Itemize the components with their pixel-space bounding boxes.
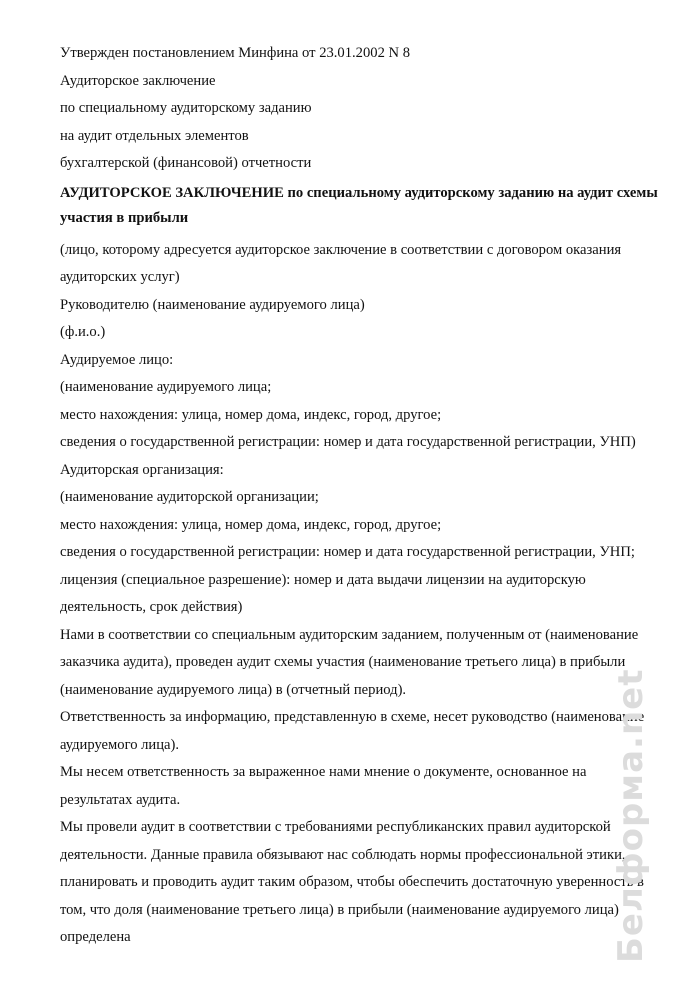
watermark-logo: Белформа.net [611, 668, 651, 963]
audited-entity-location: место нахождения: улица, номер дома, индекс, город, другое; [60, 406, 442, 423]
body-paragraph: Ответственность за информацию, представленную в схеме, несет руководство (наименование аудируемого лица). [60, 709, 645, 753]
audit-firm-location: место нахождения: улица, номер дома, индекс, город, другое; [60, 516, 442, 533]
document-title-rest: по специальному аудиторскому заданию на аудит схемы участия в прибыли [60, 184, 658, 226]
form-name-line: Аудиторское заключение [60, 72, 216, 89]
audit-firm-registration: сведения о государственной регистрации: номер и дата государственной регистрации, УНП; [60, 544, 635, 560]
document-title-main: АУДИТОРСКОЕ ЗАКЛЮЧЕНИЕ [60, 184, 284, 201]
addressee-note: (лицо, которому адресуется аудиторское заключение в соответствии с договором оказания аудиторских услуг) [60, 241, 622, 285]
body-paragraph: Нами в соответствии со специальным аудиторским заданием, полученным от (наименование заказчика аудита), проведен аудит схемы участия (наименование третьего лица) в прибыли (наименование аудируемого лица) в (отчетный период). [60, 626, 639, 698]
form-name-line: по специальному аудиторскому заданию [60, 100, 312, 116]
form-name-line: на аудит отдельных элементов [60, 127, 249, 144]
approval-line: Утвержден постановлением Минфина от 23.01.2002 N 8 [60, 45, 410, 61]
audited-entity-label: Аудируемое лицо: [60, 351, 174, 368]
audit-firm-name: (наименование аудиторской организации; [60, 489, 319, 505]
document-page [60, 40, 660, 952]
document-title [60, 181, 660, 231]
audited-entity-name: (наименование аудируемого лица; [60, 379, 272, 395]
form-name-line: бухгалтерской (финансовой) отчетности [60, 155, 312, 171]
head-line: Руководителю (наименование аудируемого лица) [60, 296, 365, 313]
body-paragraph: Мы провели аудит в соответствии с требованиями республиканских правил аудиторской деятельности. Данные правила обязывают нас соблюдать нормы профессиональной этики, планировать и проводить аудит таким образом, чтобы обеспечить достаточную уверенность в том, что доля (наименование третьего лица) в прибыли (наименование аудируемого лица) определена [60, 819, 644, 945]
audited-entity-registration: сведения о государственной регистрации: номер и дата государственной регистрации, УНП) [60, 434, 636, 450]
body-paragraph: Мы несем ответственность за выраженное нами мнение о документе, основанное на результатах аудита. [60, 764, 587, 808]
audit-firm-license: лицензия (специальное разрешение): номер и дата выдачи лицензии на аудиторскую деятельность, срок действия) [60, 571, 586, 615]
fio-line: (ф.и.о.) [60, 324, 106, 340]
audit-firm-label: Аудиторская организация: [60, 461, 224, 478]
